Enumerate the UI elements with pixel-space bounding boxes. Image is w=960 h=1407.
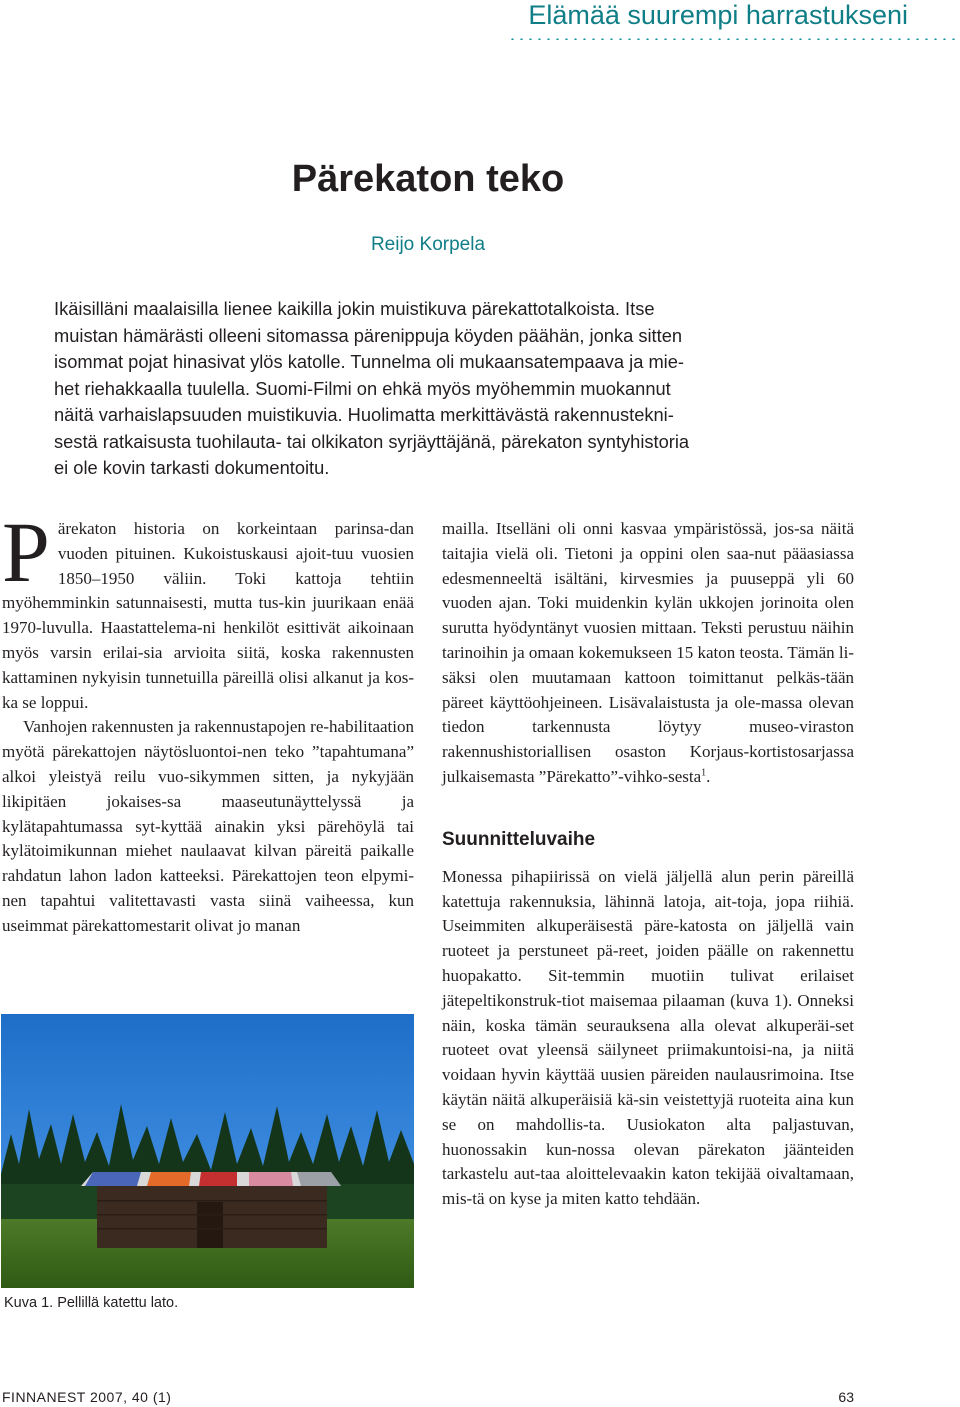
- lede-line: isommat pojat hinasivat ylös katolle. Tunnelma oli mukaansatempaava ja mie-: [54, 351, 684, 372]
- footnote-mark: 1: [701, 767, 707, 779]
- body-paragraph: [442, 517, 854, 790]
- barn-photo: [1, 1014, 414, 1288]
- section-heading: Suunnitteluvaihe: [442, 828, 596, 850]
- footer-publication: FINNANEST 2007, 40 (1): [2, 1389, 172, 1405]
- body-paragraph: [2, 504, 414, 715]
- page-number: 63: [838, 1389, 854, 1405]
- barn-log-line: [97, 1228, 327, 1230]
- paragraph-text: ärekaton historia on korkeintaan parinsa-dan vuoden pituinen. Kukoistuskausi ajoit-tuu vuosien 1850–1950 väliin. Toki kattoja tehtiin myöhemminkin satunnaisesti, mutta tus-kin juurikaan enää 1970-luvulla. Haastattelema-ni henkilöt esittivät aikoinaan myös varsin erilai-sia arvioita siitä, koska rakennusten kattaminen nykyisin tunnetuilla päreillä olisi alkanut ja kos-ka se loppui.: [2, 519, 414, 712]
- barn-log-line: [97, 1214, 327, 1216]
- figure-caption: Kuva 1. Pellillä katettu lato.: [4, 1295, 179, 1311]
- drop-cap: P: [2, 504, 50, 600]
- body-paragraph: Monessa pihapiirissä on vielä jäljellä alun perin päreillä katettuja rakennuksia, lähinnä latoja, ait-toja, jopa riihiä. Useimmiten alkuperäisestä päre-katosta on jäljellä vain ruoteet ja perstuneet pä-reet, joiden päälle on rakennettu huopakatto. Sit-temmin muotiin tulivat erilaiset jätepeltikonstruk-tiot maisemaa pilaaman (kuva 1). Onneksi näin, koska tämän seurauksena alla olevat alkuperäi-set ruoteet ovat yleensä säilyneet priimakuntoisi-na, ja niitä voidaan hyvin käyttää uusien päreiden naulausrimoina. Itse käytän näitä alkuperäisiä kä-sin veistettyjä ruoteita aina kun se on mahdollis-ta. Uusiokaton alta paljastuvan, huonossakin kun-nossa olevan pärekaton jäänteiden tarkastelu aut-taa aloittelevaakin katon tekijää oivaltamaan, mis-tä on kyse ja miten katto tehdään.: [442, 866, 854, 1209]
- right-column: [442, 517, 854, 1212]
- barn-door: [197, 1202, 223, 1248]
- lede-line: ei ole kovin tarkasti dokumentoitu.: [54, 457, 330, 478]
- roof-patch-blue: [85, 1172, 141, 1186]
- running-header: Elämää suurempi harrastukseni: [528, 0, 908, 30]
- header-dotted-rule: [508, 38, 958, 40]
- roof-patch-pink: [249, 1172, 293, 1186]
- left-column: [2, 504, 414, 939]
- paragraph-end: .: [706, 766, 711, 786]
- roof-patch-orange: [147, 1172, 191, 1186]
- lede-line: sestä ratkaisusta tuohilauta- tai olkikaton syrjäyttäjänä, pärekaton syntyhistoria: [54, 430, 690, 452]
- paragraph-text: mailla. Itselläni oli onni kasvaa ympäristössä, jos-sa näitä taitajia vielä oli. Tietoni ja oppini olen saa-nut pääasiassa edesmenneeltä isältäni, kirvesmies ja puuseppä yli 60 vuoden ajan. Toki muidenkin kylän ukkojen jorinoita olen surutta hyödyntänyt vuosien mittaan. Teksti perustuu näihin tarinoihin ja omaan kokemukseen 15 katon teosta. Tämän li-säksi olen muutamaan kattoon toimittanut pelkäs-tään päreet käyttöohjeineen. Lisävalaistusta ja ole-massa olevan tiedon tarkennusta löytyy museo-viraston rakennushistoriallisen osaston Korjaus-kortistosarjassa julkaisemasta ”Pärekatto”-vihko-sesta: [442, 519, 854, 786]
- article-title: Pärekaton teko: [291, 158, 565, 200]
- lede-line: muistan hämärästi olleeni sitomassa pärenippuja köyden päähän, jonka sitten: [54, 324, 683, 346]
- lede-line: Ikäisilläni maalaisilla lienee kaikilla jokin muistikuva pärekattotalkoista. Itse: [54, 298, 655, 319]
- article-lede: [54, 296, 824, 482]
- body-paragraph: Vanhojen rakennusten ja rakennustapojen re-habilitaation myötä pärekattojen näytösluontoi-nen teko ”tapahtumana” alkoi yleistyä reilu vuo-sikymmen sitten, ja nykyjään likipitäen jokaises-sa maaseutunäyttelyssä ja kylätapahtumassa syt-kyttää ainakin yksi pärehöylä tai kylätoimikunnan miehet naulaavat kilvan päreitä paikalle rahdatun lahon ladon katteeksi. Pärekattojen teon elpymi-nen tapahtui valitettavasti vasta siinä vaiheessa, kun useimmat pärekattomestarit olivat jo manan: [2, 717, 414, 935]
- roof-patch-red: [199, 1172, 237, 1186]
- article-author: Reijo Korpela: [370, 234, 486, 255]
- barn-log-line: [97, 1200, 327, 1202]
- lede-line: het riehakkaalla tuulella. Suomi-Filmi on ehkä myös myöhemmin muokannut: [54, 377, 671, 399]
- lede-line: näitä varhaislapsuuden muistikuvia. Huolimatta merkittävästä rakennustekni-: [54, 404, 674, 425]
